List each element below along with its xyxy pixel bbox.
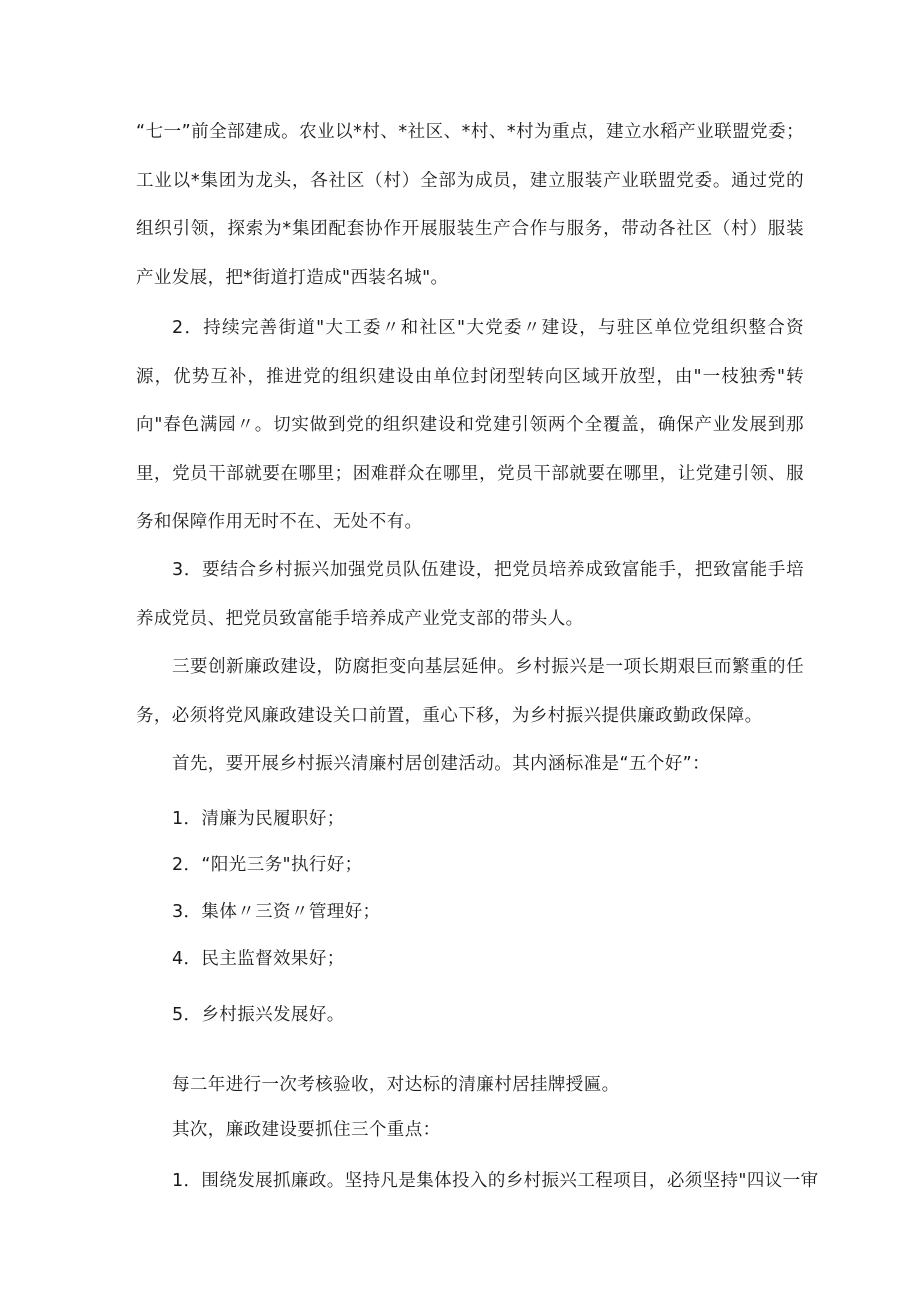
paragraph-assessment: 每二年进行一次考核验收，对达标的清廉村居挂牌授匾。 [172,1075,620,1095]
paragraph-clean-government-intro: 三要创新廉政建设，防腐拒变向基层延伸。乡村振兴是一项长期艰巨而繁重的任务，必须将党风廉政建设关口前置，重心下移，为乡村振兴提供廉政勤政保障。 [136,657,804,726]
list-item: 1．清廉为民履职好； [172,809,345,829]
list-item: 4．民主监督效果好； [172,949,345,969]
paragraph-point-2-party-committee: 2．持续完善街道"大工委〃和社区"大党委〃建设，与驻区单位党组织整合资源，优势互补，推进党的组织建设由单位封闭型转向区域开放型，由"一枝独秀"转向"春色满园〃。切实做到党的组织建设和党建引领两个全覆盖，确保产业发展到那里，党员干部就要在哪里；困难群众在哪里，党员干部就要在哪里，让党建引领、服务和保障作用无时不在、无处不有。 [136,318,804,532]
list-item: 3．集体〃三资〃管理好； [172,902,381,922]
paragraph-five-goods-intro: 首先，要开展乡村振兴清廉村居创建活动。其内涵标准是“五个好”： [172,754,711,774]
list-item: 5．乡村振兴发展好。 [172,1005,345,1025]
paragraph-priority-1: 1．围绕发展抓廉政。坚持凡是集体投入的乡村振兴工程项目，必须坚持"四议一审 [172,1171,819,1191]
paragraph-point-3-party-members: 3．要结合乡村振兴加强党员队伍建设，把党员培养成致富能手，把致富能手培养成党员、把党员致富能手培养成产业党支部的带头人。 [136,560,804,629]
paragraph-three-priorities: 其次，廉政建设要抓住三个重点： [172,1120,441,1140]
list-item: 2．“阳光三务"执行好； [172,855,363,875]
paragraph-qiyi-completion: “七一”前全部建成。农业以*村、*社区、*村、*村为重点，建立水稻产业联盟党委；工业以*集团为龙头，各社区（村）全部为成员，建立服装产业联盟党委。通过党的组织引领，探索为*集团配套协作开展服装生产合作与服务，带动各社区（村）服装产业发展，把*街道打造成"西装名城"。 [136,122,804,288]
